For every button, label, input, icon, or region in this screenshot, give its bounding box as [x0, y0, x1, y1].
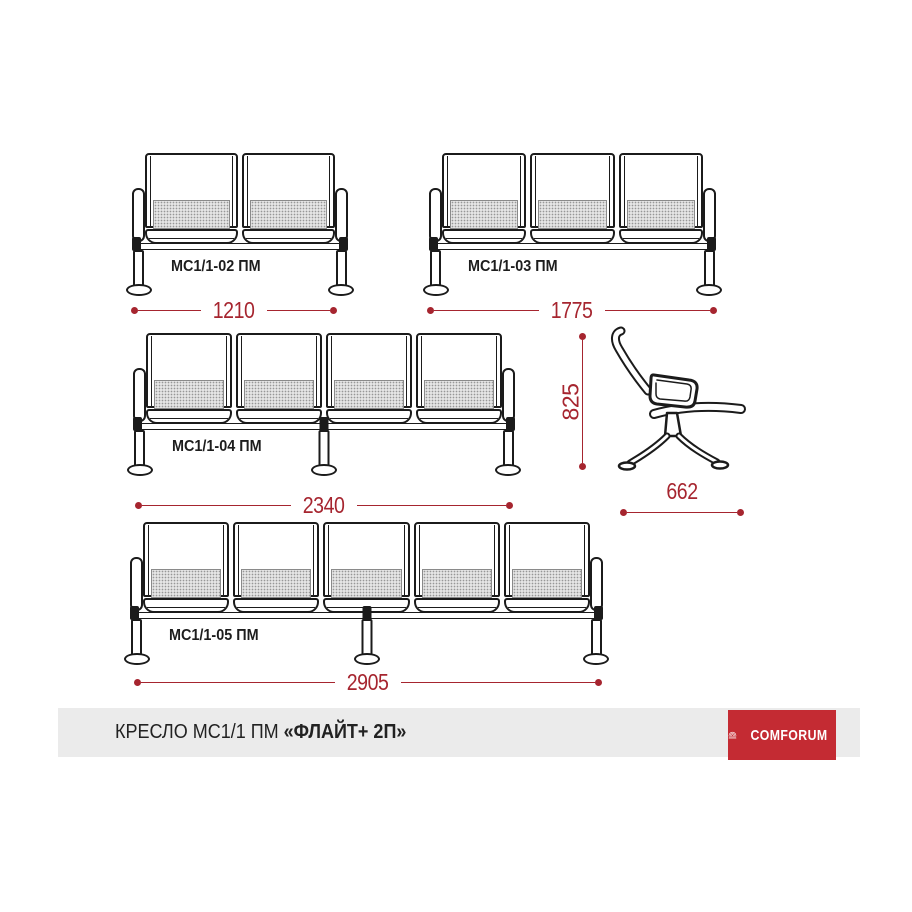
height-dimension [557, 333, 587, 470]
seat-pan [504, 598, 590, 613]
dimension-line [401, 682, 595, 683]
seat-pan-line [534, 238, 610, 239]
seat-pan [145, 229, 238, 244]
width-dimension [134, 669, 602, 695]
depth-dimension [620, 478, 744, 516]
dimension-line [141, 682, 335, 683]
seat-backrest [146, 333, 232, 408]
dimension-dot [737, 509, 744, 516]
dimension-dot [620, 509, 627, 516]
bench-2-seats [145, 153, 335, 275]
product-title [115, 721, 406, 744]
armrest-right [335, 188, 348, 242]
backrest-row [146, 333, 502, 408]
seat-pan [326, 409, 412, 424]
seat-pan [619, 229, 703, 244]
seat-pan-line [147, 607, 225, 608]
beam-bracket-left [130, 606, 139, 620]
perforated-band [422, 569, 492, 598]
beam-bracket-left [133, 417, 142, 431]
seat-pan-line [623, 238, 699, 239]
dimension-dot [427, 307, 434, 314]
dimension-dot [131, 307, 138, 314]
foot-right [583, 653, 609, 665]
dimension-line [142, 505, 291, 506]
beam-bracket-right [506, 417, 515, 431]
dimension-line [267, 310, 330, 311]
dimension-dot [330, 307, 337, 314]
dimension-line [605, 310, 710, 311]
seat-backrest [233, 522, 319, 597]
armrest-left [133, 368, 146, 422]
perforated-band [424, 380, 494, 409]
seat-pan-line [150, 418, 228, 419]
beam-bracket-left [429, 237, 438, 251]
depth-dimension-value: 662 [666, 478, 698, 504]
foot-right [696, 284, 722, 296]
width-dimension-value: 1775 [551, 296, 593, 323]
seat-pan [442, 229, 526, 244]
perforated-band [331, 569, 401, 598]
seat-backrest [323, 522, 409, 597]
seat-backrest [416, 333, 502, 408]
seat-pan [416, 409, 502, 424]
seat-backrest [236, 333, 322, 408]
seat-pan-row [145, 229, 335, 244]
dimension-line [434, 310, 539, 311]
awning-icon [728, 724, 737, 747]
perforated-band [244, 380, 314, 409]
foot-left [127, 464, 153, 476]
perforated-band [151, 569, 221, 598]
armrest-left [130, 557, 143, 611]
beam-bracket-center [362, 606, 371, 620]
foot-center [311, 464, 337, 476]
dimension-dot [579, 463, 586, 470]
seat-pan [233, 598, 319, 613]
side-view-chair [594, 324, 754, 476]
perforated-band [250, 200, 327, 229]
bench-model-label: МС1/1-05 ПМ [169, 627, 259, 644]
perforated-band [450, 200, 518, 229]
dimension-line [357, 505, 506, 506]
backrest-row [145, 153, 335, 228]
seat-pan-line [446, 238, 522, 239]
product-title-regular: КРЕСЛО МС1/1 ПМ [115, 721, 284, 743]
width-dimension [131, 297, 337, 323]
foot-left [126, 284, 152, 296]
seat-pan-line [149, 238, 234, 239]
seat-pan-row [442, 229, 703, 244]
dimension-dot [134, 679, 141, 686]
seat-pan-line [330, 418, 408, 419]
armrest-right [590, 557, 603, 611]
perforated-band [627, 200, 695, 229]
seat-pan-line [237, 607, 315, 608]
seat-beam [432, 243, 713, 250]
bench-3-seats [442, 153, 703, 275]
seat-pan-line [418, 607, 496, 608]
armrest-left [429, 188, 442, 242]
bench-4-seats [146, 333, 502, 455]
width-dimension-value: 2905 [347, 668, 389, 695]
foot-left [423, 284, 449, 296]
foot-left [124, 653, 150, 665]
dimension-dot [579, 333, 586, 340]
seat-pan-line [420, 418, 498, 419]
comforum-logo [728, 710, 836, 760]
seat-backrest [442, 153, 526, 228]
seat-pan-line [246, 238, 331, 239]
width-dimension [135, 492, 513, 518]
perforated-band [153, 200, 230, 229]
width-dimension-value: 2340 [303, 491, 345, 518]
seat-backrest [530, 153, 614, 228]
seat-pan [530, 229, 614, 244]
seat-backrest [242, 153, 335, 228]
seat-backrest [145, 153, 238, 228]
armrest-right [502, 368, 515, 422]
beam-bracket-right [707, 237, 716, 251]
seat-pan [143, 598, 229, 613]
armrest-left [132, 188, 145, 242]
perforated-band [334, 380, 404, 409]
seat-pan [236, 409, 322, 424]
seat-pan [414, 598, 500, 613]
bench-model-label: МС1/1-03 ПМ [468, 258, 558, 275]
dimension-line [627, 512, 737, 513]
perforated-band [538, 200, 606, 229]
perforated-band [241, 569, 311, 598]
foot-right [495, 464, 521, 476]
seat-pan-line [508, 607, 586, 608]
dimension-line [138, 310, 201, 311]
seat-backrest [414, 522, 500, 597]
seat-pan-line [240, 418, 318, 419]
seat-beam [135, 243, 345, 250]
backrest-row [143, 522, 590, 597]
dimension-dot [595, 679, 602, 686]
logo-text: COMFORUM [750, 726, 828, 744]
armrest-right [703, 188, 716, 242]
product-title-bold: «ФЛАЙТ+ 2П» [283, 721, 407, 743]
backrest-row [442, 153, 703, 228]
dimension-dot [135, 502, 142, 509]
seat-pan [242, 229, 335, 244]
perforated-band [512, 569, 582, 598]
dimension-dot [710, 307, 717, 314]
beam-bracket-right [594, 606, 603, 620]
perforated-band [154, 380, 224, 409]
beam-bracket-left [132, 237, 141, 251]
width-dimension-value: 1210 [213, 296, 255, 323]
seat-backrest [326, 333, 412, 408]
seat-pan [146, 409, 232, 424]
bench-model-label: МС1/1-02 ПМ [171, 258, 261, 275]
seat-backrest [504, 522, 590, 597]
foot-right [328, 284, 354, 296]
beam-bracket-center [320, 417, 329, 431]
bench-model-label: МС1/1-04 ПМ [172, 438, 262, 455]
bench-5-seats [143, 522, 590, 644]
dimension-dot [506, 502, 513, 509]
seat-backrest [143, 522, 229, 597]
height-dimension-value: 825 [557, 383, 584, 420]
seat-backrest [619, 153, 703, 228]
width-dimension [427, 297, 717, 323]
foot-center [354, 653, 380, 665]
beam-bracket-right [339, 237, 348, 251]
